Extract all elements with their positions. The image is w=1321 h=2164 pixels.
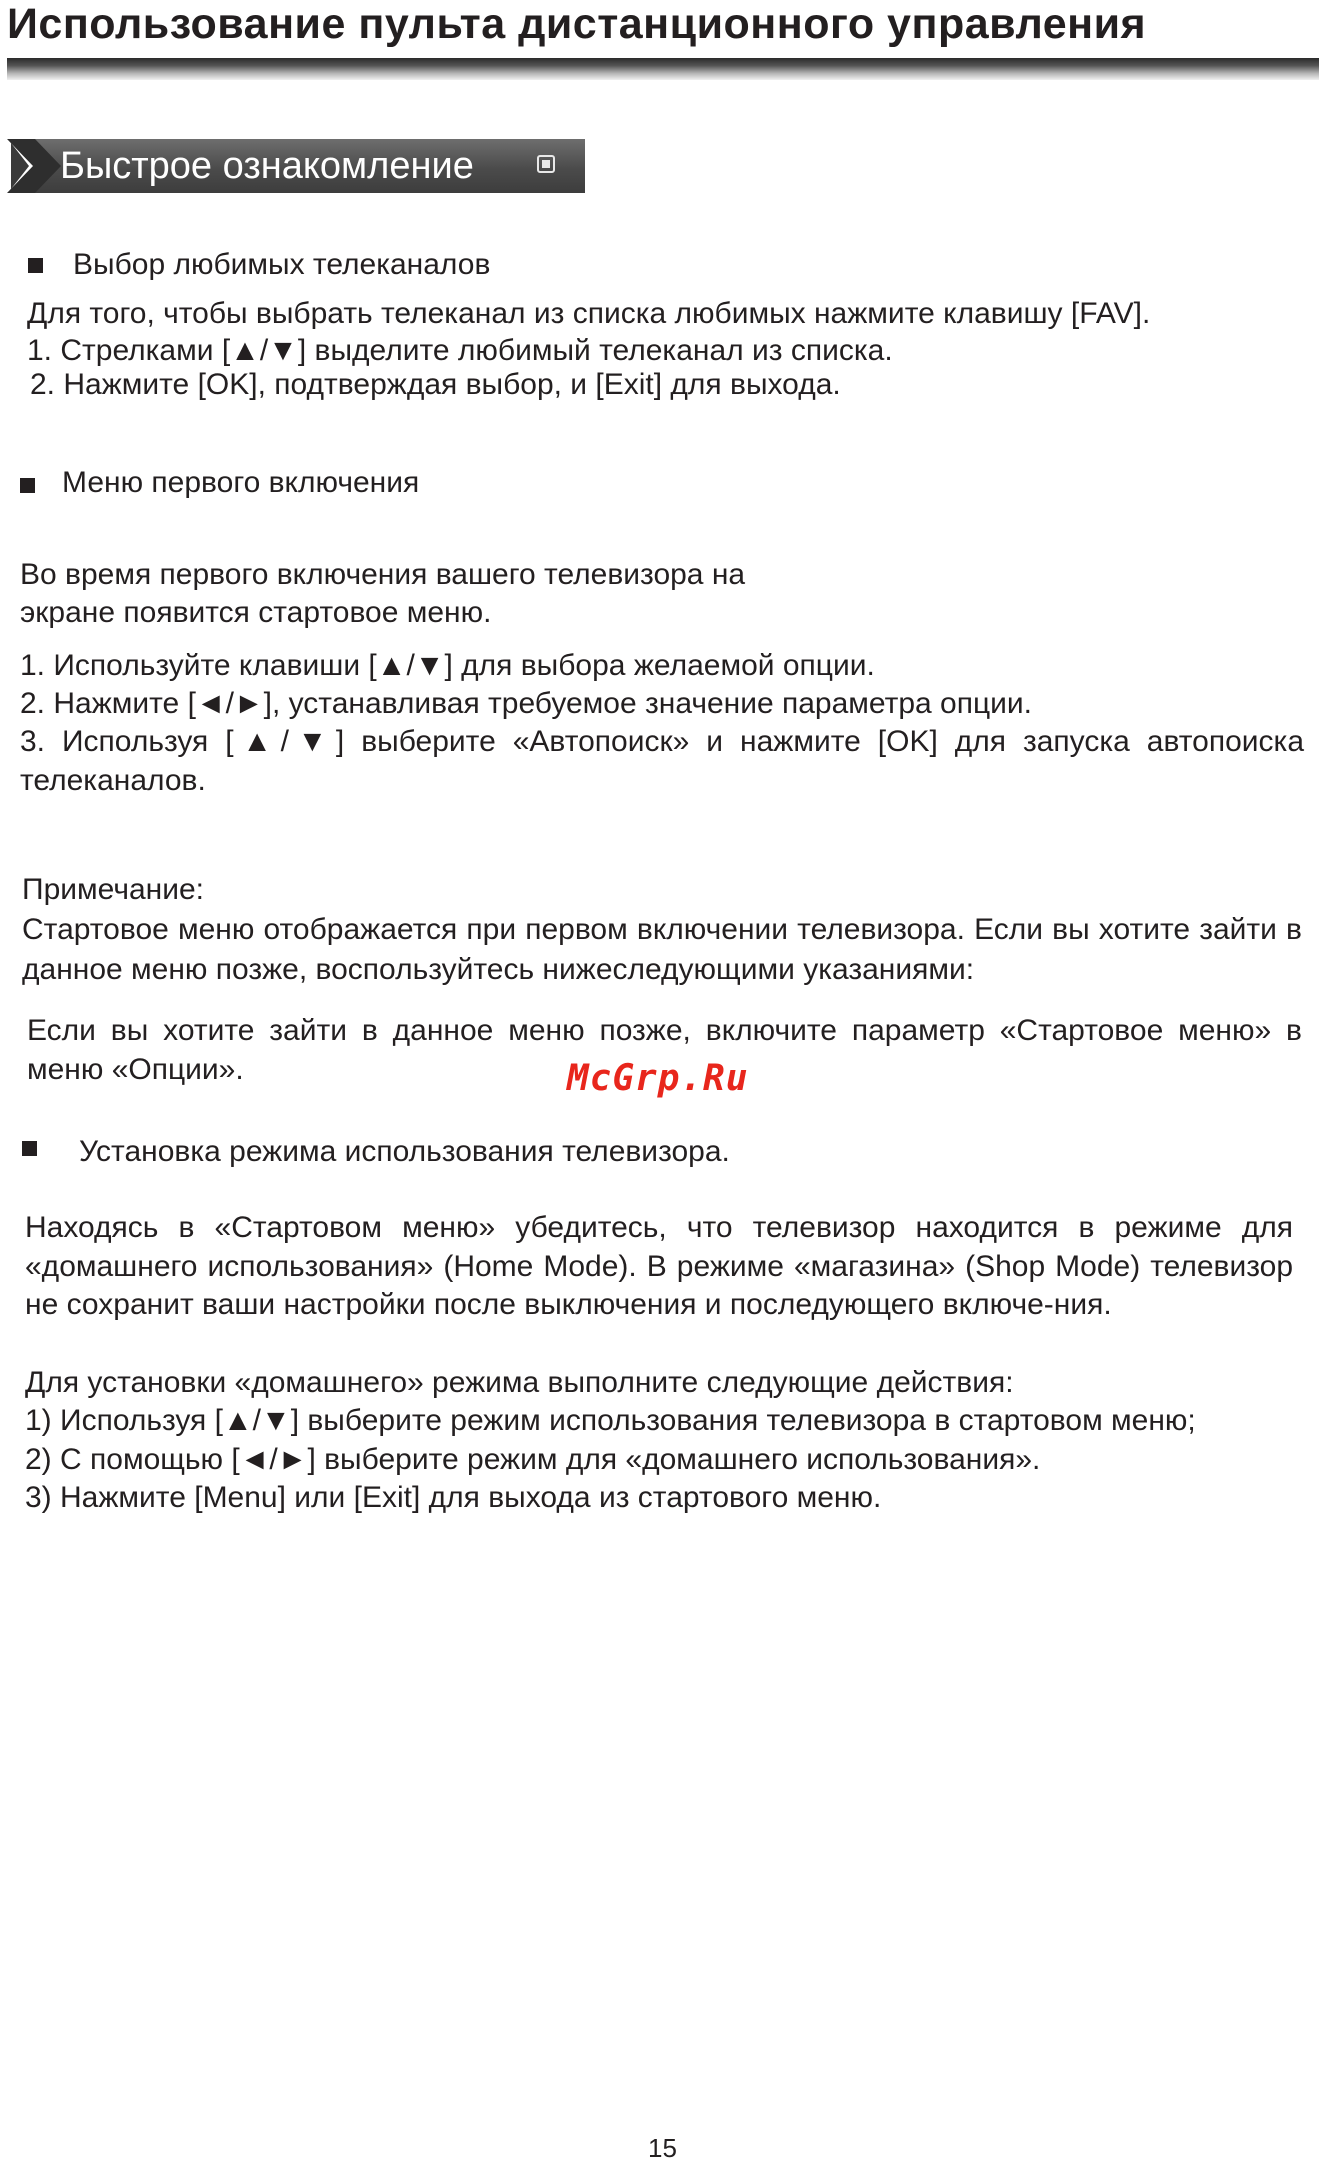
mode-paragraph: Находясь в «Стартовом меню» убедитесь, что телевизор находится в режиме для «домашнего использования» (Home Mode). В режиме «магазина» (Shop Mode) телевизор не сохранит ваши настройки после выключения и последующего включе-ния.: [25, 1211, 1293, 1321]
banner-chevron-icon: [7, 139, 63, 193]
note-hint: Если вы хотите зайти в данное меню позже, включите параметр «Стартовое меню» в меню «Опции».: [27, 1014, 1302, 1086]
note-label: Примечание:: [22, 873, 204, 906]
mode-line: 3) Нажмите [Menu] или [Exit] для выхода из стартового меню.: [25, 1481, 882, 1514]
favorites-line: Для того, чтобы выбрать телеканал из списка любимых нажмите клавишу [FAV].: [27, 297, 1151, 330]
title-rule: [7, 58, 1319, 80]
mode-line: 1) Используя [▲/▼] выберите режим использования телевизора в стартовом меню;: [25, 1404, 1196, 1437]
favorites-line: 1. Стрелками [▲/▼] выделите любимый телеканал из списка.: [27, 334, 893, 367]
first-run-heading: Меню первого включения: [62, 466, 420, 499]
bullet-icon: [20, 478, 35, 493]
first-run-intro: Во время первого включения вашего телевизора на: [20, 558, 746, 591]
mode-line: Для установки «домашнего» режима выполните следующие действия:: [25, 1366, 1014, 1399]
first-run-intro: экране появится стартовое меню.: [20, 596, 492, 629]
favorites-line: 2. Нажмите [OK], подтверждая выбор, и [Exit] для выхода.: [30, 368, 841, 401]
favorites-heading: Выбор любимых телеканалов: [73, 248, 491, 281]
mode-line: 2) С помощью [◄/►] выберите режим для «домашнего использования».: [25, 1443, 1041, 1476]
section-banner: [7, 139, 585, 193]
bullet-icon: [22, 1141, 37, 1156]
page-number: 15: [648, 2133, 677, 2163]
section-title: Быстрое ознакомление: [60, 145, 474, 187]
watermark: McGrp.Ru: [567, 1058, 749, 1099]
bullet-icon: [28, 258, 43, 273]
first-run-step: 1. Используйте клавиши [▲/▼] для выбора желаемой опции.: [20, 649, 875, 682]
first-run-step: 2. Нажмите [◄/►], устанавливая требуемое значение параметра опции.: [20, 687, 1033, 720]
mode-heading: Установка режима использования телевизора.: [79, 1135, 730, 1168]
note-text: Стартовое меню отображается при первом включении телевизора. Если вы хотите зайти в данное меню позже, воспользуйтесь нижеследующими указаниями:: [22, 913, 1302, 986]
square-button-icon: [537, 155, 555, 173]
first-run-step: 3. Используя [▲/▼] выберите «Автопоиск» и нажмите [OK] для запуска автопоиска телеканалов.: [20, 725, 1304, 797]
page-title: Использование пульта дистанционного управления: [7, 0, 1147, 48]
